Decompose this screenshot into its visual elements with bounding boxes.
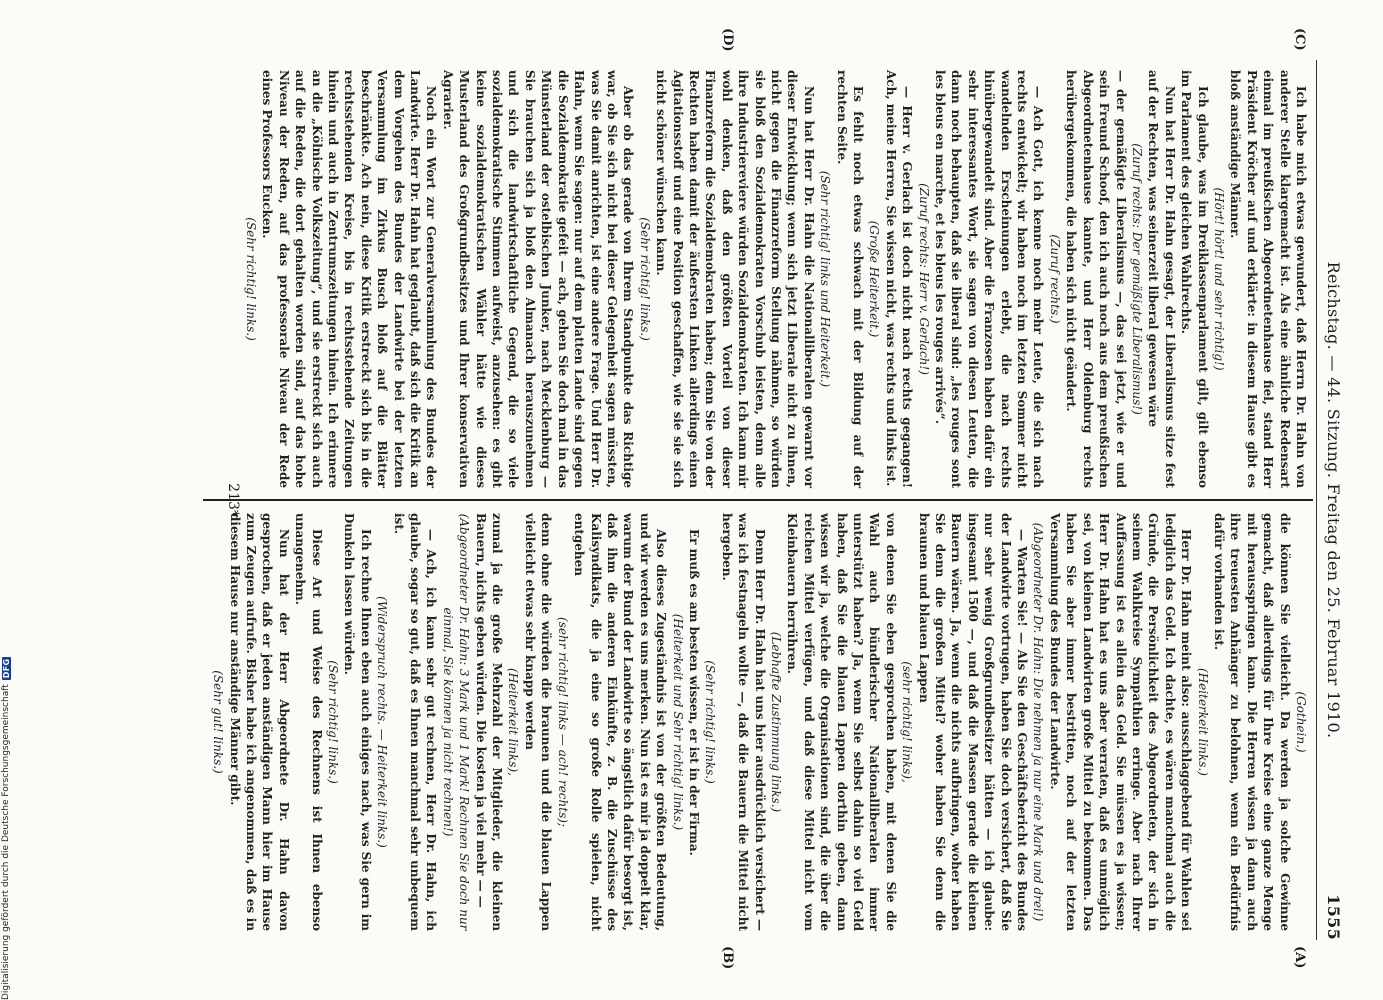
- paragraph: Ich habe mich etwas gewundert, daß Herrn Dr. Hahn von anderer Stelle klargemacht ist. Als eine ähnliche Redensart einmal im preußischen Abgeordnetenhause fiel, stand Herr Präsident Kröcher auf und erklärte: in diesem Hause gibt es bloß anständige Männer.: [1228, 70, 1308, 488]
- interjection: (Heiterkeit links),: [506, 668, 521, 776]
- paragraph: Diese Art und Weise des Rechnens ist Ihnen ebenso unangenehm.: [293, 513, 324, 931]
- interjection: (Zuruf rechts: Der gemäßigte Liberalismus!): [1129, 143, 1144, 415]
- interjection: (Heiterkeit und Sehr richtig! links.): [670, 613, 685, 831]
- interjection: (Sehr richtig! links.): [244, 217, 258, 341]
- margin-marker-b: (B): [720, 946, 735, 970]
- interjection: (sehr richtig! links — ach! rechts);: [555, 617, 570, 827]
- paragraph: Ich glaube, was im Dreiklassenparlament gilt, gilt ebenso im Parlament des gleichen Wahlrechts.: [1179, 70, 1210, 488]
- interjection: (Lebhafte Zustimmung links.): [769, 631, 783, 813]
- column-divider: [203, 499, 1313, 501]
- page-number: 1555: [1324, 894, 1343, 940]
- left-column: [210, 513, 1309, 931]
- paragraph: Ich rechne Ihnen eben auch einiges nach, was Sie gern im Dunkeln lassen würden.: [342, 513, 373, 931]
- interjection: (Zuruf rechts: Herr v. Gerlach!): [916, 183, 931, 375]
- paragraph: — Warten Sie! — Als Sie den Geschäftsbericht des Bundes der Landwirte vortrugen, haben Sie doch versichert, daß Sie nur sehr wenig Großgrundbesitzer hätten — ich glaube: insgesamt 1500 —, und daß die Massen gerade die kleinen Bauern wären. Ja, wenn die nichts aufbringen, woher haben Sie denn die großen Mittel? woher haben Sie denn die braunen und blauen Lappen: [916, 513, 1030, 931]
- interjection: (Gothein.): [1294, 691, 1308, 753]
- paragraph: — Ach, ich kann sehr gut rechnen, Herr Dr. Hahn, ich glaube, sogar so gut, daß es Ihnen manchmal sehr unbequem ist.: [391, 513, 439, 931]
- interjection: (sehr richtig! links),: [900, 661, 915, 783]
- interjection: (Widerspruch rechts. — Heiterkeit links.): [375, 596, 390, 848]
- paragraph: Nun hat Herr Dr. Hahn gesagt, der Liberalismus sitze fest auf der Rechten, was seinerzeit liberal gewesen wäre: [1146, 70, 1177, 488]
- interjection: (Sehr richtig! links.): [326, 660, 341, 784]
- margin-marker-a: (A): [1292, 946, 1307, 969]
- margin-marker-c: (C): [1292, 28, 1307, 51]
- paragraph: Aber ob das gerade von Ihrem Standpunkte das Richtige war, ob Sie sich nicht bei dieser Gelegenheit sagen müssten, was Sie damit anrichten, ist eine andere Frage. Und Herr Dr. Hahn, wenn Sie sagen: nur auf dem platten Lande sind gegen die Sozialdemokratie gefeit — ach, gehen Sie doch mal in das Münsterland der ostelbischen Junker, nach Mecklenburg — Sie brauchen sich ja bloß den Almanach herauszunehmen und sich die landwirtschaftliche Gegend, die so viele sozialdemokratische Stimmen aufweist, anzusehen: es gibt keine sozialdemokratischen Wähler hätte wie dieses Musterland des Großgrundbesitzes und Ihrer konservativen Agrarier.: [440, 70, 636, 488]
- running-title: Reichstag. — 44. Sitzung. Freitag den 25. Februar 1910.: [1324, 261, 1343, 739]
- interjection: (Große Heiterkeit.): [867, 220, 882, 338]
- paragraph: — der gemäßigte Liberalismus —, das sei jetzt, wie er und sein Freund Schoof, den ich auch noch aus dem preußischen Abgeordnetenhause kannte, und Herr Oldenburg rechts herübergekommen, die haben sich nicht geändert.: [1064, 70, 1128, 488]
- paragraph: Er muß es am besten wissen, er ist in der Firma.: [686, 529, 701, 856]
- interjection: (Heiterkeit links.): [1195, 668, 1210, 776]
- paragraph: — Ach Gott, ich kenne noch mehr Leute, die sich nach rechts entwickelt; wir haben noch im letzten Sommer nicht wandelnden Erscheinungen erlebt, die nach rechts hinübergewandelt sind. Aber die Franzosen haben dafür ein sehr interessantes Wort, sie sagen von diesen Leuten, die dann noch behaupten, daß sie liberal sind: „les rouges sont les bleus en marche, et les bleus les rouges arrivés“.: [933, 70, 1046, 488]
- paragraph: Noch ein Wort zur Generalversammlung des Bundes der Landwirte. Herr Dr. Hahn hat geglaubt, daß sich die Kritik an dem Vorgehen des Bundes der Landwirte bei der letzten Versammlung im Zirkus Busch bloß auf die Blätter beschränkte. Ach nein, diese Kritik erstreckt sich bis in die rechtsstehenden Kreise, bis in rechtsstehende Zeitungen hinein und auch in Zentrumszeitungen hinein. Ich erinnere an die „Kölnische Volkszeitung“, und sie erstreckt sich auch auf die Reden, die dort gehalten worden sind, auf das hohe Niveau der Reden, auf das professorale Niveau der Rede eines Professors Eucken.: [260, 70, 439, 488]
- interjection: (Sehr richtig! links und Heiterkeit.): [818, 170, 833, 388]
- interjection: (Sehr richtig! links.): [703, 660, 718, 784]
- paragraph: von denen Sie eben gesprochen haben, mit denen Sie die Wahl auch bündlerischer Nationalliberalen immer unterstützt haben? Ja, wenn Sie selbst dahin so viel Geld haben, daß Sie die blauen Lappen dorthin geben, dann wissen wir ja, welche die Organisationen sind, die über die reichen Mittel verfügen, und daß diese Mittel nicht vom Kleinbauern herrühren.: [785, 513, 898, 931]
- page-signature: 213*: [225, 483, 241, 517]
- interjection: (Sehr gut! links.): [211, 670, 226, 774]
- paragraph: — Herr v. Gerlach ist doch nicht nach rechts gegangen! Ach, meine Herren, Sie wissen nicht, was rechts und links ist.: [883, 70, 915, 488]
- paragraph: zumal ja die große Mehrzahl der Mitglieder, die kleinen Bauern, nichts geben würden. Die kosten ja viel mehr — —: [473, 513, 505, 931]
- dfg-logo-icon: DFG: [1, 658, 11, 679]
- paragraph: Also dieses Zugeständnis ist von der größten Bedeutung, und wir werden es uns merken. Nun ist es mir ja doppelt klar, warum der Bund der Landwirte so ängstlich dafür besorgt ist, daß ihm die anderen Einkünfte, z. B. die Zuschüsse des Kalisyndikats, die ja eine so große Rolle spielen, nicht entgehen: [572, 513, 669, 931]
- running-header: [1313, 60, 1343, 940]
- right-column: [243, 70, 1309, 488]
- interjection: (Sehr richtig! links.): [637, 217, 652, 341]
- paragraph: Denn Herr Dr. Hahn hat uns hier ausdrücklich versichert — was ich festnageln wollte —, daß die Bauern die Mittel nicht hergeben.: [719, 513, 767, 931]
- interjection: (Abgeordneter Dr. Hahn: 3 Mark und 1 Mark! Rechnen Sie doch nur einmal, Sie können ja nicht rechnen!): [440, 513, 472, 931]
- digitization-credit: [1, 657, 11, 1000]
- paragraph: Es fehlt noch etwas schwach mit der Bildung auf der rechten Seite.: [834, 70, 866, 488]
- interjection: (Abgeordneter Dr. Hahn: Die nehmen ja nur eine Mark und drei!): [1031, 522, 1046, 922]
- paragraph: Nun hat der Herr Abgeordnete Dr. Hahn davon gesprochen, daß er jeden anständigen Mann hier im Hause zum Zeugen aufrufe. Bisher habe ich angenommen, daß es in diesem Hause nur anständige Männer gibt.: [227, 513, 291, 931]
- interjection: (Hört! hört! und sehr richtig!): [1211, 187, 1226, 371]
- paragraph: die können Sie vielleicht. Da werden ja solche Gewinne gemacht, daß allerdings für Ihre Kreise eine ganze Menge mit herausspringen kann. Die Herren wissen ja dann auch ihre treuesten Anhänger zu belohnen, wenn ein Bedürfnis dafür vorhanden ist.: [1211, 513, 1292, 931]
- paragraph: Nun hat Herr Dr. Hahn die Nationalliberalen gewarnt vor dieser Entwicklung; wenn sich jetzt Liberale nicht zu ihnen, nicht gegen die Finanzreform Stellung nähmen, so würden sie bloß den Sozialdemokraten Vorschub leisten, denn alle ihre Industriereviere würden Sozialdemokraten. Ich kann mir wohl denken, daß den größten Vorteil von dieser Finanzreform die Sozialdemokraten haben; denn Sie von der Rechten haben damit der äußersten Linken allerdings einen Agitationsstoff und eine Position geschaffen, wie sie sie sich nicht schöner wünschen kann.: [654, 70, 816, 488]
- paragraph: denn ohne die würden die braunen und die blauen Lappen vielleicht etwas sehr knapp werden: [522, 513, 554, 931]
- interjection: (Zuruf rechts.): [1047, 234, 1062, 324]
- margin-marker-d: (D): [720, 28, 735, 52]
- header-rule: [1316, 60, 1317, 940]
- credit-text: Digitalisierung gefördert durch die Deutsche Forschungsgemeinschaft: [1, 684, 11, 1000]
- paragraph: Herr Dr. Hahn meint also: ausschlaggebend für Wahlen sei lediglich das Geld. Ich dachte, es wären manchmal auch die Gründe, die Persönlichkeit des Abgeordneten, der sich in seinem Wahlkreise Sympathien erringe. Aber nach Ihrer Auffassung ist es allein das Geld. Sie müssen es ja wissen; Herr Dr. Hahn hat es uns aber verraten, daß es unmöglich sei, von kleinen Landwirten große Mittel zu bekommen. Das haben Sie aber immer bestritten, noch auf der letzten Versammlung des Bundes der Landwirte.: [1047, 513, 1194, 931]
